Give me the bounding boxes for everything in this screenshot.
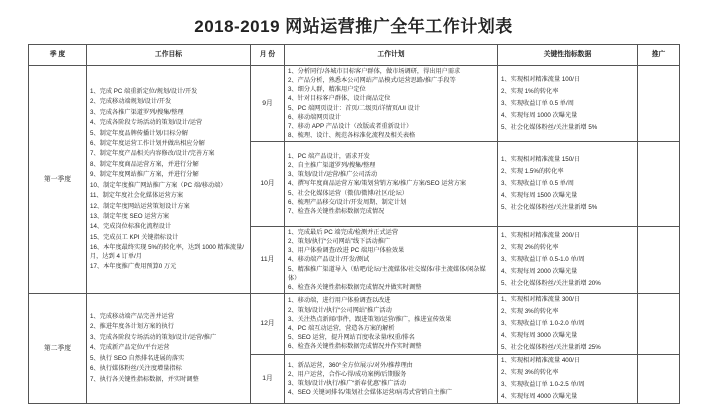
plan-item: 7、移动 APP 产品设计（改版或者重新设计） <box>288 122 413 130</box>
plan-item: 6、移动端网页设计 <box>288 113 341 121</box>
header-promo: 推广 <box>638 45 680 66</box>
kpi-item: 5、社会化媒体粉丝/关注量新增 5% <box>501 123 598 131</box>
plan-item: 3、关注热点新闻/事件，跟进策划/运营/推广，推进宣传效果 <box>288 315 452 323</box>
promo-cell <box>638 142 680 227</box>
plan-item: 3、策划/设计/运营/推广公司活动 <box>288 171 378 179</box>
kpi-item: 5、社会化媒体粉丝/关注量新增 25% <box>501 344 601 351</box>
plan-item: 8、梳理、设计、规范各标准化流程及相关表格 <box>288 132 416 140</box>
plan-item: 5、社会化媒体运营（微信/微博/社区/论坛） <box>288 189 408 197</box>
plan-item: 6、检查各关键性指标数据完成情况并作实时调整 <box>288 343 422 351</box>
header-kpi: 关键性指标数据 <box>498 45 638 66</box>
kpi-item: 5、社会化媒体粉丝/关注量新增 20% <box>501 280 601 287</box>
kpi-item: 1、实现相对精准流量 150/日 <box>501 156 581 163</box>
header-goal: 工作目标 <box>87 45 251 66</box>
kpi-item: 4、实现每周 1500 次曝光量 <box>501 192 578 199</box>
plan-item: 4、PC 端互动运营，营造各方案的解析 <box>288 325 395 332</box>
goal-item: 4、完成新产品定位/平台运营 <box>90 344 170 352</box>
header-plan: 工作计划 <box>285 45 498 66</box>
goal-item: 1、完成移动端产品完善并运营 <box>90 313 174 321</box>
promo-cell <box>638 294 680 355</box>
goal-item: 9、制定年度网站推广方案，并进行分解 <box>90 171 199 179</box>
plan-item: 1、PC 端产品设计，需求开发 <box>288 152 370 160</box>
table-row <box>29 66 680 142</box>
plan-item: 5、精准推广渠道导入（贴吧/论坛/主流媒体/社交媒体/非主流媒体/闲杂媒体） <box>288 265 486 282</box>
goal-item: 16、本年度最终实现 5%的转化率，达到 1000 精准流量/月，达到 4 订单/月 <box>90 244 245 261</box>
goal-item: 6、执行媒体粉丝/关注度增量指标 <box>90 365 182 373</box>
month-cell: 9月 <box>251 66 285 142</box>
goal-item: 12、制定年度网站运营策划设计方案 <box>90 202 190 210</box>
plan-item: 1、分析同行/各城市目标客户群体，做市场调研，得出用户需求 <box>288 67 461 75</box>
plan-item: 2、用户运营，合作心得/成功案例/后期服务 <box>288 370 407 378</box>
goal-item: 2、完成移动端规划/设计/开发 <box>90 98 172 106</box>
plan-cell <box>285 66 498 142</box>
goal-item: 11、制定年度社会化媒体运营方案 <box>90 192 184 200</box>
plan-cell <box>285 294 498 355</box>
plan-item: 4、撰写年度商品运营方案/策划营销方案/推广方案/SEO 运营方案 <box>288 180 467 188</box>
goal-item: 2、推进年度各计划方案的执行 <box>90 323 174 331</box>
goal-item: 13、制定年度 SEO 运营方案 <box>90 212 170 220</box>
plan-cell <box>285 355 498 404</box>
kpi-item: 3、实现收益订单 0.5 单/周 <box>501 99 574 107</box>
kpi-item: 2、实现 3%的转化率 <box>501 308 559 315</box>
kpi-item: 3、实现收益订单 1.0-2.5 单/周 <box>501 381 585 388</box>
goal-item: 5、制定年度品牌传播计划/目标分解 <box>90 129 188 137</box>
kpi-item: 3、实现收益订单 0.5-1.0 单/周 <box>501 256 585 263</box>
plan-item: 2、策划/执行“公司网站”线下活动推广 <box>288 237 391 245</box>
kpi-cell <box>498 66 638 142</box>
plan-item: 1、新品运营，360°全方位展示/对外/推荐理由 <box>288 361 413 369</box>
header-season: 季 度 <box>29 45 87 66</box>
plan-cell <box>285 227 498 294</box>
month-cell: 1月 <box>251 355 285 404</box>
plan-item: 3、策划/设计/执行/推广“新春优惠”推广活动 <box>288 380 406 387</box>
kpi-item: 1、实现相对精准流量 200/日 <box>501 232 581 239</box>
goal-item: 7、执行各关键性指标数据，并实时调整 <box>90 375 199 383</box>
kpi-item: 4、实现每周 2000 次曝光量 <box>501 268 578 275</box>
goals-cell <box>87 294 251 404</box>
goal-item: 3、完成各推广渠道罗列/搜集/整理 <box>90 108 184 116</box>
plan-item: 1、完成最后 PC 端完成/检测并正式运营 <box>288 228 399 236</box>
kpi-item: 1、实现相对精准流量 100/日 <box>501 75 581 83</box>
goals-cell <box>87 66 251 294</box>
goal-item: 8、制定年度商品运营方案，并进行分解 <box>90 160 199 168</box>
plan-item: 5、SEO 运营，提升网站百度收录量/权重/排名 <box>288 334 415 342</box>
kpi-cell <box>498 142 638 227</box>
plan-item: 6、检查各关键性指标数据完成情况并做实时调整 <box>288 284 422 291</box>
plan-item: 4、移动端产品设计/开发/测试 <box>288 256 370 264</box>
page-title: 2018-2019 网站运营推广全年工作计划表 <box>194 17 513 36</box>
season-cell: 第二季度 <box>29 294 87 404</box>
plan-item: 4、SEO 关键词排名/策划社会媒体运营/病毒式营销自主推广 <box>288 389 452 397</box>
plan-item: 2、产品分析，熟悉本公司网站产品模式/运营思路/推广手段等 <box>288 76 456 84</box>
goal-item: 7、制定年度产品相关内容修改/设计/完善方案 <box>90 150 215 158</box>
plan-item: 2、自主推广渠道罗列/搜集/整理 <box>288 161 376 169</box>
kpi-cell <box>498 355 638 404</box>
header-month: 月 份 <box>251 45 285 66</box>
kpi-item: 5、社会化媒体粉丝/关注量新增 5% <box>501 204 598 211</box>
goal-item: 10、制定年度推广网站推广方案（PC 端/移动端） <box>90 181 227 189</box>
month-cell: 12月 <box>251 294 285 355</box>
plan-item: 1、移动端，进行用户体验调查以改进 <box>288 297 391 305</box>
kpi-item: 4、实现每周 4000 次曝光量 <box>501 393 578 400</box>
goal-item: 4、完成各阶段专场活动的策划/设计/运营 <box>90 119 203 127</box>
kpi-item: 2、实现 1.5%的转化率 <box>501 168 564 175</box>
plan-item: 4、针对目标客户群体，设计商品定位 <box>288 95 391 103</box>
plan-item: 7、检查各关键性指标数据完成情况 <box>288 208 385 215</box>
goal-item: 1、完成 PC 端重新定位/规划/设计/开发 <box>90 88 198 96</box>
month-cell: 11月 <box>251 227 285 294</box>
season-cell: 第一季度 <box>29 66 87 294</box>
goal-item: 15、完成员工 KPI 关键指标设计 <box>90 233 179 241</box>
plan-item: 5、PC 端网页设计：首页/二级页/详情页/UI 设计 <box>288 104 421 112</box>
goal-item: 5、执行 SEO 自然排名进展的落实 <box>90 354 185 362</box>
plan-item: 6、梳理产品移交/设计/开发周期、制定计划 <box>288 198 407 206</box>
promo-cell <box>638 66 680 142</box>
kpi-item: 4、实现每周 3000 次曝光量 <box>501 332 578 339</box>
kpi-item: 2、实现 3%的转化率 <box>501 369 559 376</box>
promo-cell <box>638 227 680 294</box>
goal-item: 17、本年度推广费用预算0 万元 <box>90 262 177 270</box>
month-cell: 10月 <box>251 142 285 227</box>
kpi-item: 2、实现 1%的转化率 <box>501 87 559 95</box>
kpi-item: 4、实现每周 1000 次曝光量 <box>501 111 578 119</box>
kpi-item: 2、实现 2%的转化率 <box>501 244 559 251</box>
header-row <box>29 45 680 66</box>
kpi-cell <box>498 227 638 294</box>
plan-item: 3、细分人群，精准用户定位 <box>288 86 366 94</box>
promo-cell <box>638 355 680 404</box>
table-row <box>29 294 680 355</box>
plan-item: 2、策划/设计/执行“公司网站”推广活动 <box>288 306 392 314</box>
plan-cell <box>285 142 498 227</box>
kpi-item: 1、实现相对精准流量 300/日 <box>501 296 581 303</box>
plan-item: 3、用户体验调查/改进 PC 端用户体验效果 <box>288 247 405 255</box>
kpi-cell <box>498 294 638 355</box>
kpi-item: 3、实现收益订单 0.5 单/周 <box>501 180 574 187</box>
kpi-item: 3、实现收益订单 1.0-2.0 单/周 <box>501 320 585 327</box>
kpi-item: 1、实现相对精准流量 400/日 <box>501 357 581 364</box>
goal-item: 14、完成岗位标准化流程设计 <box>90 223 172 231</box>
plan-table <box>28 44 680 404</box>
goal-item: 6、制定年度运营工作计划并做出相应分解 <box>90 140 205 148</box>
goal-item: 3、完成各阶段专场活动的策划/设计/运营/推广 <box>90 333 217 341</box>
